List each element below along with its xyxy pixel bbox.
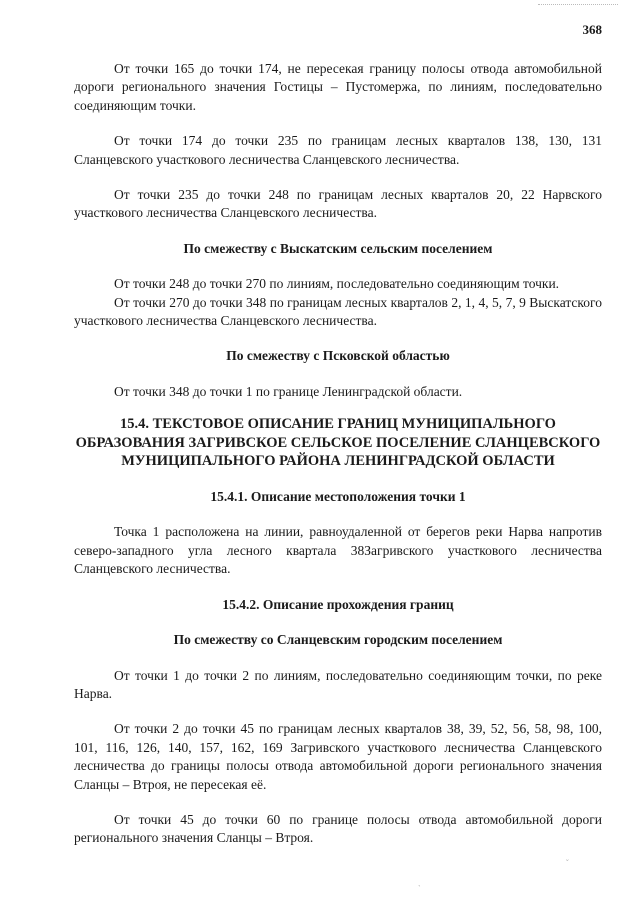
paragraph: От точки 270 до точки 348 по границам лесных кварталов 2, 1, 4, 5, 7, 9 Выскатского участкового лесничества Сланцевского лесничества. bbox=[74, 294, 602, 329]
paragraph: От точки 248 до точки 270 по линиям, последовательно соединяющим точки. bbox=[114, 276, 560, 292]
page-number: 368 bbox=[582, 22, 602, 37]
paragraph: От точки 1 до точки 2 по линиям, последовательно соединяющим точки, по реке Нарва. bbox=[74, 667, 602, 701]
document-body bbox=[74, 60, 602, 848]
section-subheading: 15.4.2. Описание прохождения границ bbox=[222, 596, 454, 612]
paragraph: От точки 45 до точки 60 по границе полосы отвода автомобильной дороги регионального значения Сланцы – Втроя. bbox=[74, 811, 602, 846]
section-subheading: По смежеству с Псковской областью bbox=[226, 348, 450, 364]
paragraph: Точка 1 расположена на линии, равноудаленной от берегов реки Нарва напротив северо-западного угла лесного квартала 38Загривского участкового лесничества Сланцевского лесничества. bbox=[74, 524, 602, 577]
paragraph: От точки 348 до точки 1 по границе Ленинградской области. bbox=[114, 383, 463, 399]
section-subheading: По смежеству со Сланцевским городским поселением bbox=[173, 632, 503, 648]
scan-artifact-line bbox=[538, 4, 618, 6]
scan-speck: ` bbox=[418, 884, 421, 893]
section-subheading: По смежеству с Выскатским сельским поселением bbox=[183, 240, 493, 256]
paragraph: От точки 235 до точки 248 по границам лесных кварталов 20, 22 Нарвского участкового лесничества Сланцевского лесничества. bbox=[74, 187, 602, 221]
scan-speck: ˘ bbox=[566, 858, 569, 867]
paragraph: От точки 2 до точки 45 по границам лесных кварталов 38, 39, 52, 56, 58, 98, 100, 101, 116, 126, 140, 157, 162, 169 Загривского участкового лесничества Сланцевского лесничества до границы полосы отвода автомобильной дороги регионального значения Сланцы – Втроя, не пересекая её. bbox=[74, 721, 602, 792]
section-heading: 15.4. ТЕКСТОВОЕ ОПИСАНИЕ ГРАНИЦ МУНИЦИПАЛЬНОГО ОБРАЗОВАНИЯ ЗАГРИВСКОЕ СЕЛЬСКОЕ ПОСЕЛЕНИЕ СЛАНЦЕВСКОГО МУНИЦИПАЛЬНОГО РАЙОНА ЛЕНИНГРАДСКОЙ ОБЛАСТИ bbox=[75, 416, 601, 470]
paragraph: От точки 174 до точки 235 по границам лесных кварталов 138, 130, 131 Сланцевского участкового лесничества Сланцевского лесничества. bbox=[74, 133, 602, 167]
paragraph: От точки 165 до точки 174, не пересекая границу полосы отвода автомобильной дороги регионального значения Гостицы – Пустомержа, по линиям, последовательно соединяющим точки. bbox=[74, 61, 602, 113]
section-subheading: 15.4.1. Описание местоположения точки 1 bbox=[210, 489, 466, 505]
